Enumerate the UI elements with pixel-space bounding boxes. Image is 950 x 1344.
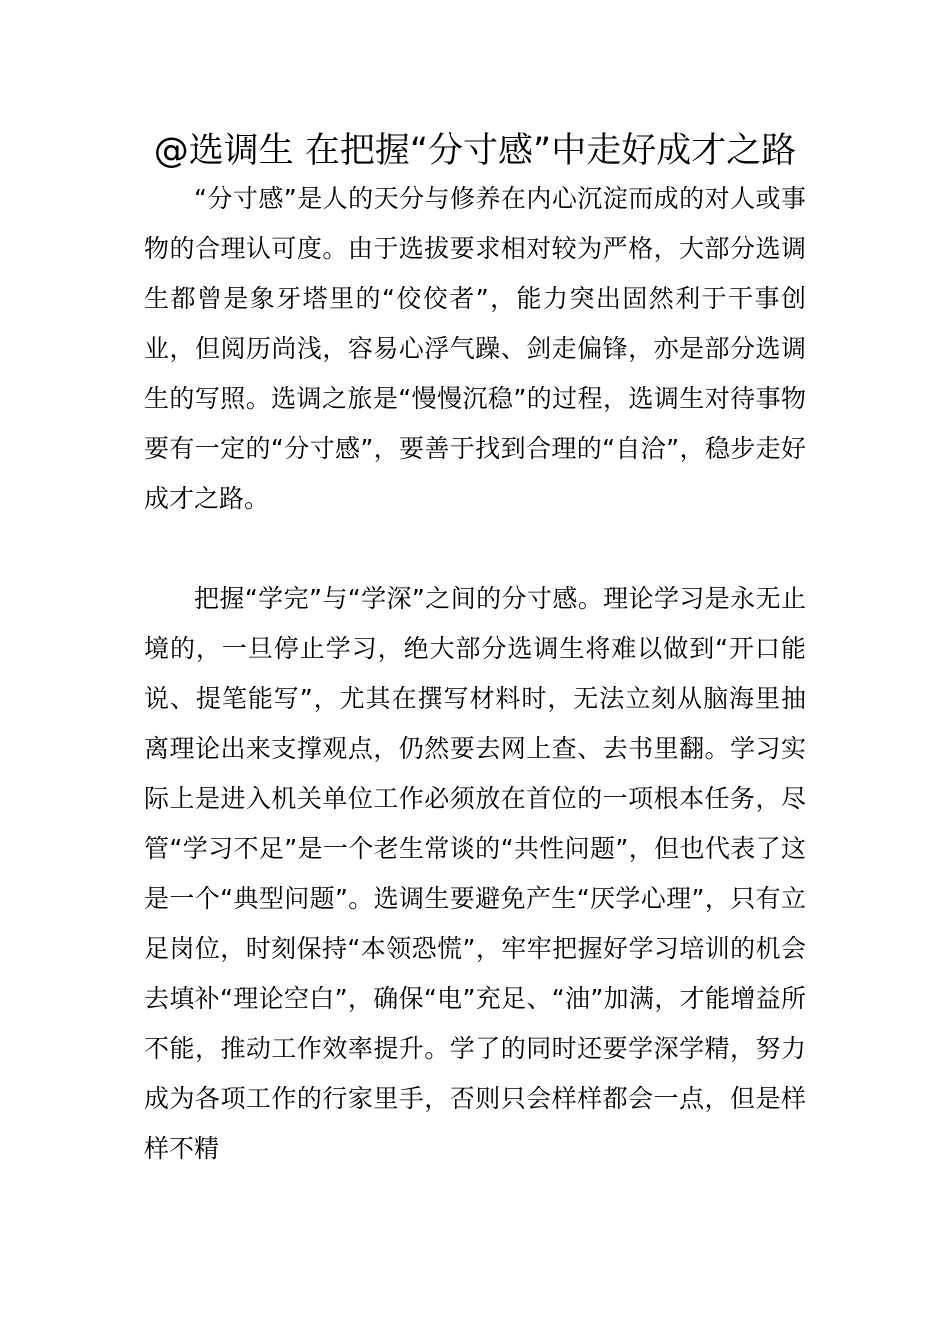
paragraph-gap: [144, 524, 806, 574]
paragraph-intro: “分寸感”是人的天分与修养在内心沉淀而成的对人或事物的合理认可度。由于选拔要求相对较为严格，大部分选调生都曾是象牙塔里的“佼佼者”，能力突出固然利于干事创业，但阅历尚浅，容易心浮气躁、剑走偏锋，亦是部分选调生的写照。选调之旅是“慢慢沉稳”的过程，选调生对待事物要有一定的“分寸感”，要善于找到合理的“自洽”，稳步走好成才之路。: [144, 184, 806, 513]
document-page: [144, 128, 806, 1174]
paragraph-study: 把握“学完”与“学深”之间的分寸感。理论学习是永无止境的，一旦停止学习，绝大部分选调生将难以做到“开口能说、提笔能写”，尤其在撰写材料时，无法立刻从脑海里抽离理论出来支撑观点，仍然要去网上查、去书里翻。学习实际上是进入机关单位工作必须放在首位的一项根本任务，尽管“学习不足”是一个老生常谈的“共性问题”，但也代表了这是一个“典型问题”。选调生要避免产生“厌学心理”，只有立足岗位，时刻保持“本领恐慌”，牢牢把握好学习培训的机会去填补“理论空白”，确保“电”充足、“油”加满，才能增益所不能，推动工作效率提升。学了的同时还要学深学精，努力成为各项工作的行家里手，否则只会样样都会一点，但是样样不精: [144, 584, 806, 1163]
article-title: @选调生 在把握“分寸感”中走好成才之路: [153, 131, 797, 171]
